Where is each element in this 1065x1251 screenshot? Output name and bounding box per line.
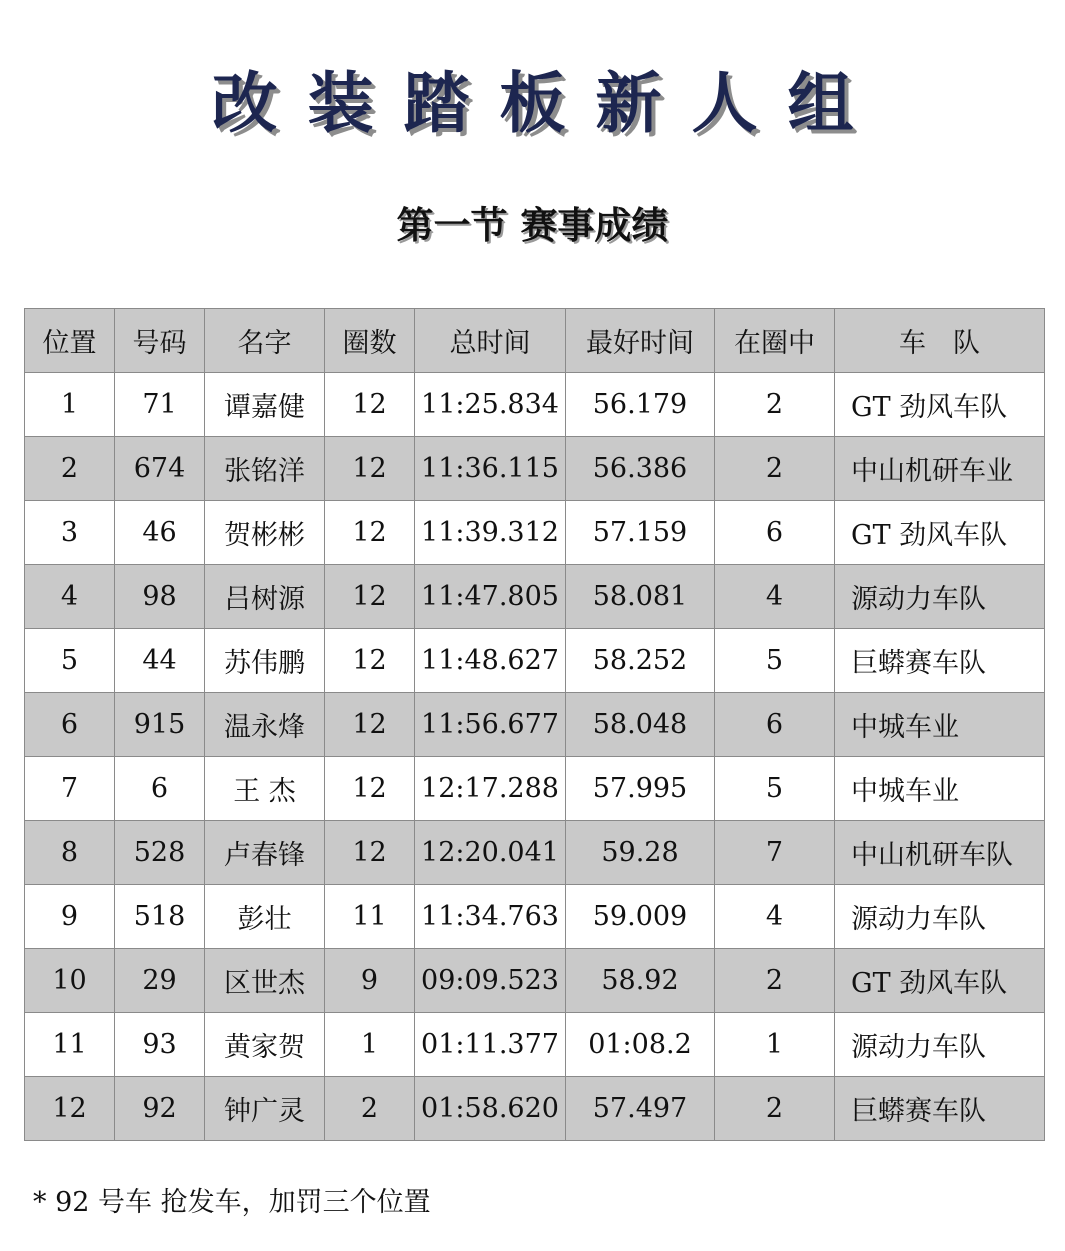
cell-laps: 12 (325, 757, 415, 821)
cell-best-time: 59.28 (566, 821, 715, 885)
cell-position: 5 (25, 629, 115, 693)
cell-position: 1 (25, 373, 115, 437)
table-row (25, 1077, 1045, 1141)
cell-best-time: 58.081 (566, 565, 715, 629)
cell-laps: 11 (325, 885, 415, 949)
section-subtitle: 第一节 赛事成绩 (396, 203, 669, 247)
cell-laps: 1 (325, 1013, 415, 1077)
results-table (24, 308, 1045, 1141)
cell-laps: 12 (325, 373, 415, 437)
cell-position: 6 (25, 693, 115, 757)
cell-number: 915 (115, 693, 205, 757)
cell-in-lap: 6 (715, 693, 835, 757)
cell-team: 中山机研车队 (835, 821, 1045, 885)
cell-name: 卢春锋 (205, 821, 325, 885)
table-row (25, 437, 1045, 501)
cell-number: 674 (115, 437, 205, 501)
cell-total-time: 11:56.677 (415, 693, 566, 757)
table-row (25, 373, 1045, 437)
cell-position: 12 (25, 1077, 115, 1141)
table-row (25, 629, 1045, 693)
cell-in-lap: 4 (715, 565, 835, 629)
cell-number: 44 (115, 629, 205, 693)
cell-total-time: 11:25.834 (415, 373, 566, 437)
cell-best-time: 57.159 (566, 501, 715, 565)
cell-best-time: 56.386 (566, 437, 715, 501)
cell-position: 8 (25, 821, 115, 885)
header-number: 号码 (115, 309, 205, 373)
cell-position: 2 (25, 437, 115, 501)
cell-total-time: 01:58.620 (415, 1077, 566, 1141)
page-title: 改装踏板新人组 (211, 64, 884, 142)
cell-laps: 12 (325, 565, 415, 629)
cell-total-time: 01:11.377 (415, 1013, 566, 1077)
cell-name: 温永烽 (205, 693, 325, 757)
cell-team: 中山机研车业 (835, 437, 1045, 501)
cell-laps: 2 (325, 1077, 415, 1141)
cell-number: 92 (115, 1077, 205, 1141)
cell-total-time: 11:36.115 (415, 437, 566, 501)
header-position: 位置 (25, 309, 115, 373)
cell-team: GT 劲风车队 (835, 373, 1045, 437)
cell-number: 98 (115, 565, 205, 629)
results-body (25, 373, 1045, 1141)
cell-team: GT 劲风车队 (835, 949, 1045, 1013)
cell-name: 吕树源 (205, 565, 325, 629)
cell-laps: 12 (325, 437, 415, 501)
cell-team: 中城车业 (835, 693, 1045, 757)
cell-total-time: 11:47.805 (415, 565, 566, 629)
table-row (25, 757, 1045, 821)
cell-in-lap: 4 (715, 885, 835, 949)
cell-best-time: 01:08.2 (566, 1013, 715, 1077)
cell-in-lap: 7 (715, 821, 835, 885)
cell-in-lap: 2 (715, 373, 835, 437)
table-row (25, 693, 1045, 757)
cell-number: 93 (115, 1013, 205, 1077)
cell-name: 区世杰 (205, 949, 325, 1013)
table-row (25, 1013, 1045, 1077)
cell-in-lap: 2 (715, 949, 835, 1013)
cell-number: 528 (115, 821, 205, 885)
cell-number: 46 (115, 501, 205, 565)
table-row (25, 885, 1045, 949)
table-row (25, 821, 1045, 885)
cell-name: 钟广灵 (205, 1077, 325, 1141)
cell-name: 贺彬彬 (205, 501, 325, 565)
cell-best-time: 58.048 (566, 693, 715, 757)
cell-position: 11 (25, 1013, 115, 1077)
cell-best-time: 58.92 (566, 949, 715, 1013)
header-laps: 圈数 (325, 309, 415, 373)
cell-best-time: 58.252 (566, 629, 715, 693)
cell-total-time: 11:48.627 (415, 629, 566, 693)
cell-in-lap: 5 (715, 757, 835, 821)
header-name: 名字 (205, 309, 325, 373)
header-in-lap: 在圈中 (715, 309, 835, 373)
table-header-row (25, 309, 1045, 373)
cell-laps: 12 (325, 821, 415, 885)
cell-name: 黄家贺 (205, 1013, 325, 1077)
cell-position: 10 (25, 949, 115, 1013)
cell-team: 源动力车队 (835, 885, 1045, 949)
cell-total-time: 12:17.288 (415, 757, 566, 821)
cell-best-time: 56.179 (566, 373, 715, 437)
cell-number: 518 (115, 885, 205, 949)
cell-total-time: 12:20.041 (415, 821, 566, 885)
cell-best-time: 57.995 (566, 757, 715, 821)
cell-total-time: 11:39.312 (415, 501, 566, 565)
cell-name: 王 杰 (205, 757, 325, 821)
cell-team: 源动力车队 (835, 565, 1045, 629)
cell-position: 3 (25, 501, 115, 565)
cell-number: 29 (115, 949, 205, 1013)
cell-name: 苏伟鹏 (205, 629, 325, 693)
cell-team: 中城车业 (835, 757, 1045, 821)
cell-number: 71 (115, 373, 205, 437)
cell-in-lap: 2 (715, 437, 835, 501)
cell-in-lap: 2 (715, 1077, 835, 1141)
cell-in-lap: 6 (715, 501, 835, 565)
header-team: 车 队 (835, 309, 1045, 373)
cell-laps: 12 (325, 693, 415, 757)
cell-best-time: 57.497 (566, 1077, 715, 1141)
cell-position: 7 (25, 757, 115, 821)
cell-total-time: 11:34.763 (415, 885, 566, 949)
header-best-time: 最好时间 (566, 309, 715, 373)
cell-name: 彭壮 (205, 885, 325, 949)
header-total-time: 总时间 (415, 309, 566, 373)
cell-team: 巨蟒赛车队 (835, 1077, 1045, 1141)
cell-team: GT 劲风车队 (835, 501, 1045, 565)
cell-laps: 9 (325, 949, 415, 1013)
cell-position: 4 (25, 565, 115, 629)
cell-number: 6 (115, 757, 205, 821)
cell-in-lap: 1 (715, 1013, 835, 1077)
cell-name: 谭嘉健 (205, 373, 325, 437)
cell-name: 张铭洋 (205, 437, 325, 501)
cell-laps: 12 (325, 501, 415, 565)
cell-position: 9 (25, 885, 115, 949)
cell-in-lap: 5 (715, 629, 835, 693)
cell-team: 源动力车队 (835, 1013, 1045, 1077)
cell-laps: 12 (325, 629, 415, 693)
table-row (25, 501, 1045, 565)
table-row (25, 949, 1045, 1013)
table-row (25, 565, 1045, 629)
penalty-footnote: * 92 号车 抢发车，加罚三个位置 (33, 1187, 431, 1218)
cell-total-time: 09:09.523 (415, 949, 566, 1013)
cell-best-time: 59.009 (566, 885, 715, 949)
cell-team: 巨蟒赛车队 (835, 629, 1045, 693)
